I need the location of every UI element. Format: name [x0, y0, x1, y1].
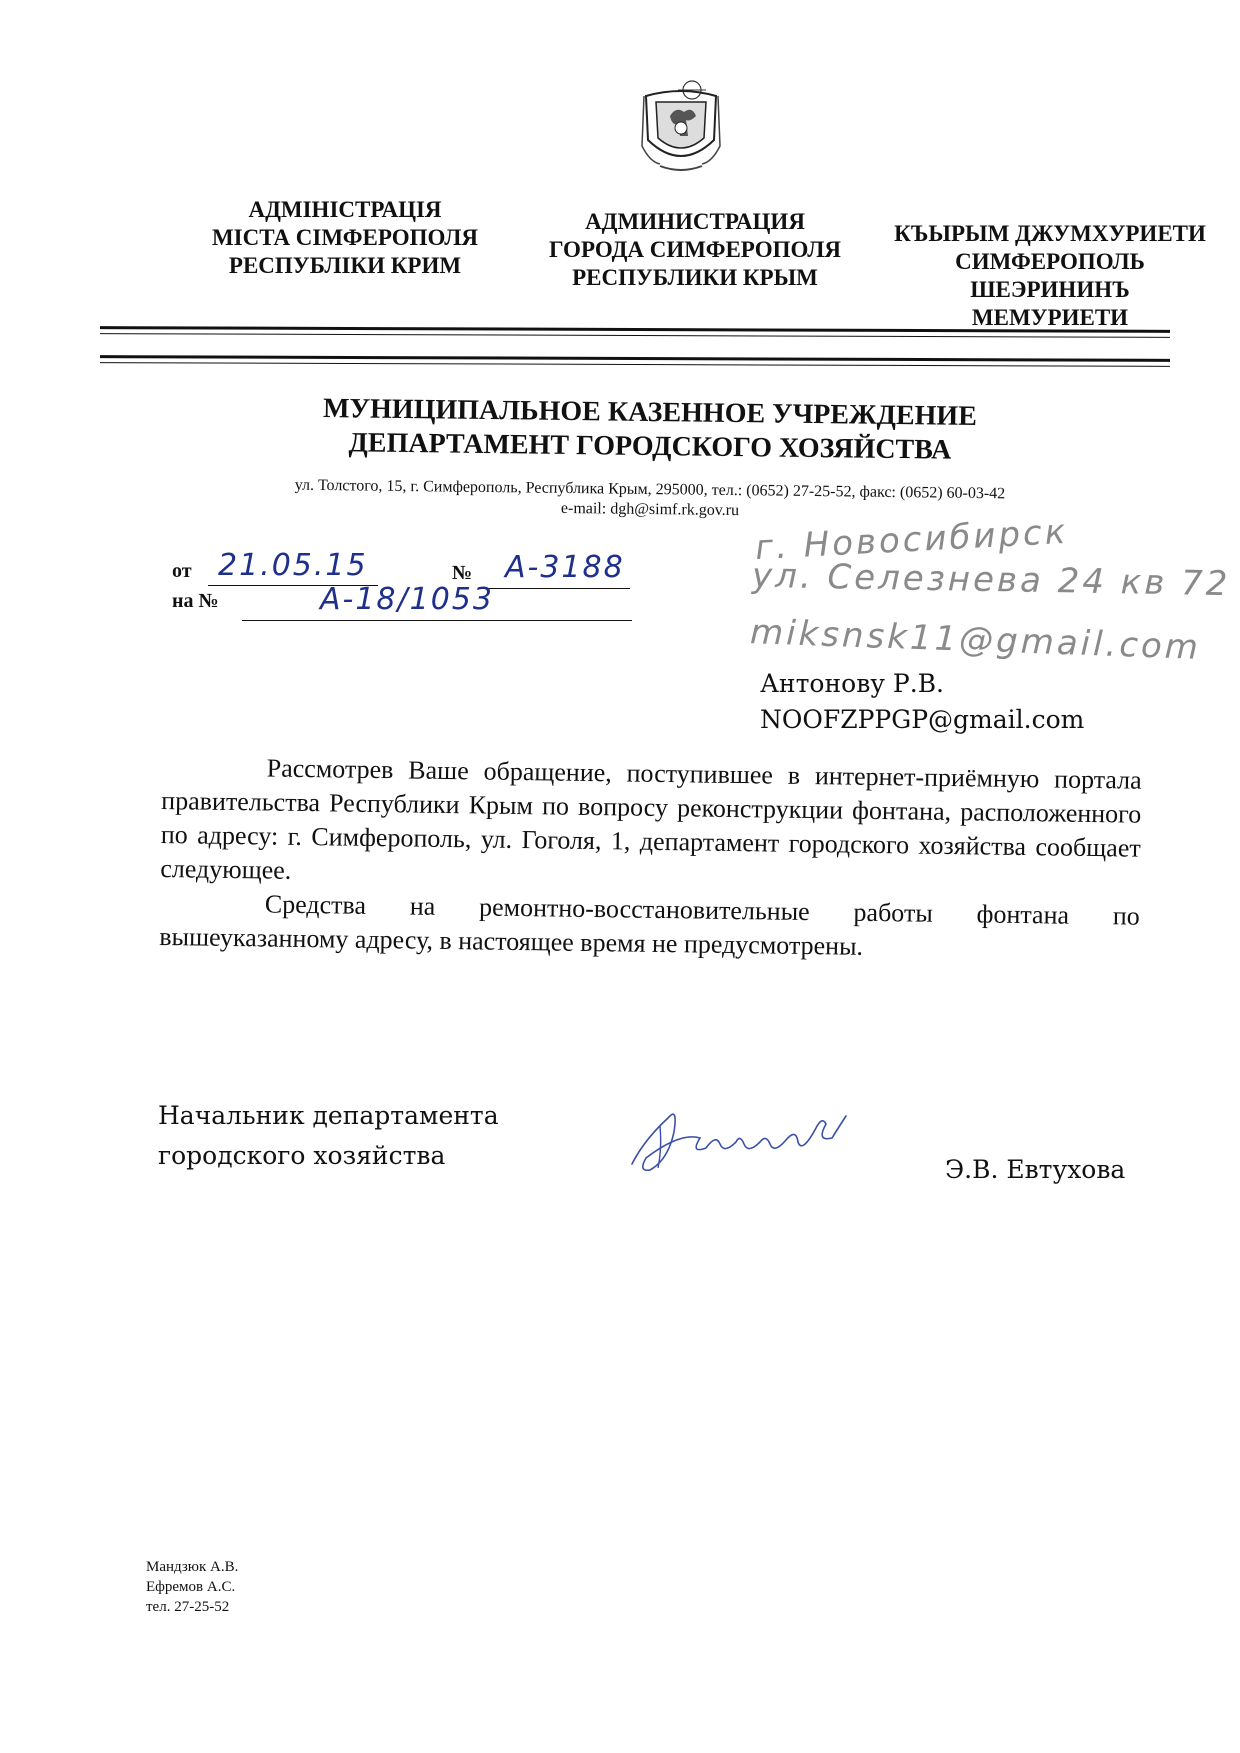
- header-russian-line: ГОРОДА СИМФЕРОПОЛЯ: [549, 237, 841, 262]
- header-crimean-tatar-line: СИМФЕРОПОЛЬ: [955, 249, 1145, 274]
- header-russian-line: РЕСПУБЛИКИ КРЫМ: [572, 265, 818, 290]
- header-divider: [100, 333, 1170, 338]
- header-crimean-tatar-line: КЪЫРЫМ ДЖУМХУРИЕТИ: [894, 221, 1206, 246]
- pencil-note-email: miksnsk11@gmail.com: [749, 612, 1202, 668]
- header-crimean-tatar-line: ШЕЭРИНИНЪ: [970, 277, 1130, 302]
- header-ukrainian-line: МІСТА СІМФЕРОПОЛЯ: [211, 225, 479, 250]
- header-divider: [100, 355, 1170, 362]
- body-paragraph: Рассмотрев Ваше обращение, поступившее в интернет-приёмную портала правительства Республики Крым по вопросу реконструкции фонтана, расположенного по адресу: г. Симферополь, ул. Гоголя, 1, департамент городского хозяйства сообщает следующее.: [160, 753, 1142, 885]
- recipient-name: Антонову Р.В.: [760, 669, 945, 698]
- number-underline: [482, 588, 630, 589]
- organization-name-line2: ДЕПАРТАМЕНТ ГОРОДСКОГО ХОЗЯЙСТВА: [348, 427, 952, 466]
- organization-email: e-mail: dgh@simf.rk.gov.ru: [560, 499, 740, 520]
- header-ukrainian-line: АДМІНІСТРАЦІЯ: [248, 197, 442, 222]
- recipient-email: NOOFZPPGP@gmail.com: [760, 705, 1085, 734]
- number-handwritten: А-3188: [505, 550, 625, 585]
- reply-label: на №: [172, 590, 219, 612]
- executor-name: Мандзюк А.В.: [146, 1559, 239, 1575]
- header-crimean-tatar: [870, 220, 1230, 332]
- organization-address: ул. Толстого, 15, г. Симферополь, Республика Крым, 295000, тел.: (0652) 27-25-52, факс: (0652) 60-03-42: [294, 476, 1006, 503]
- organization-name-line1: МУНИЦИПАЛЬНОЕ КАЗЕННОЕ УЧРЕЖДЕНИЕ: [322, 393, 978, 432]
- reply-underline: [242, 620, 632, 621]
- body-paragraph: Средства на ремонтно-восстановительные работы фонтана по вышеуказанному адресу, в настоящее время не предусмотрены.: [159, 889, 1140, 961]
- date-handwritten: 21.05.15: [218, 548, 368, 583]
- pencil-note-street: ул. Селезнева 24 кв 72: [751, 555, 1231, 605]
- handwritten-signature: [620, 1098, 860, 1178]
- header-ukrainian: [185, 196, 505, 280]
- executor-phone: тел. 27-25-52: [146, 1599, 230, 1615]
- reply-number-handwritten: А-18/1053: [320, 582, 494, 617]
- header-divider: [100, 362, 1170, 367]
- header-ukrainian-line: РЕСПУБЛІКИ КРИМ: [228, 253, 462, 278]
- signatory-name: Э.В. Евтухова: [945, 1155, 1126, 1184]
- header-russian: [525, 208, 865, 292]
- number-label: №: [452, 562, 473, 584]
- header-crimean-tatar-line: МЕМУРИЕТИ: [971, 305, 1129, 330]
- pencil-note-city: г. Новосибирск: [754, 511, 1070, 569]
- letter-body: [159, 750, 1142, 968]
- signatory-position-line2: городского хозяйства: [158, 1141, 446, 1170]
- coat-of-arms-emblem: [640, 76, 722, 176]
- from-label: от: [172, 560, 192, 582]
- header-russian-line: АДМИНИСТРАЦИЯ: [585, 209, 805, 234]
- signatory-position-line1: Начальник департамента: [158, 1101, 499, 1130]
- executor-name: Ефремов А.С.: [146, 1579, 236, 1595]
